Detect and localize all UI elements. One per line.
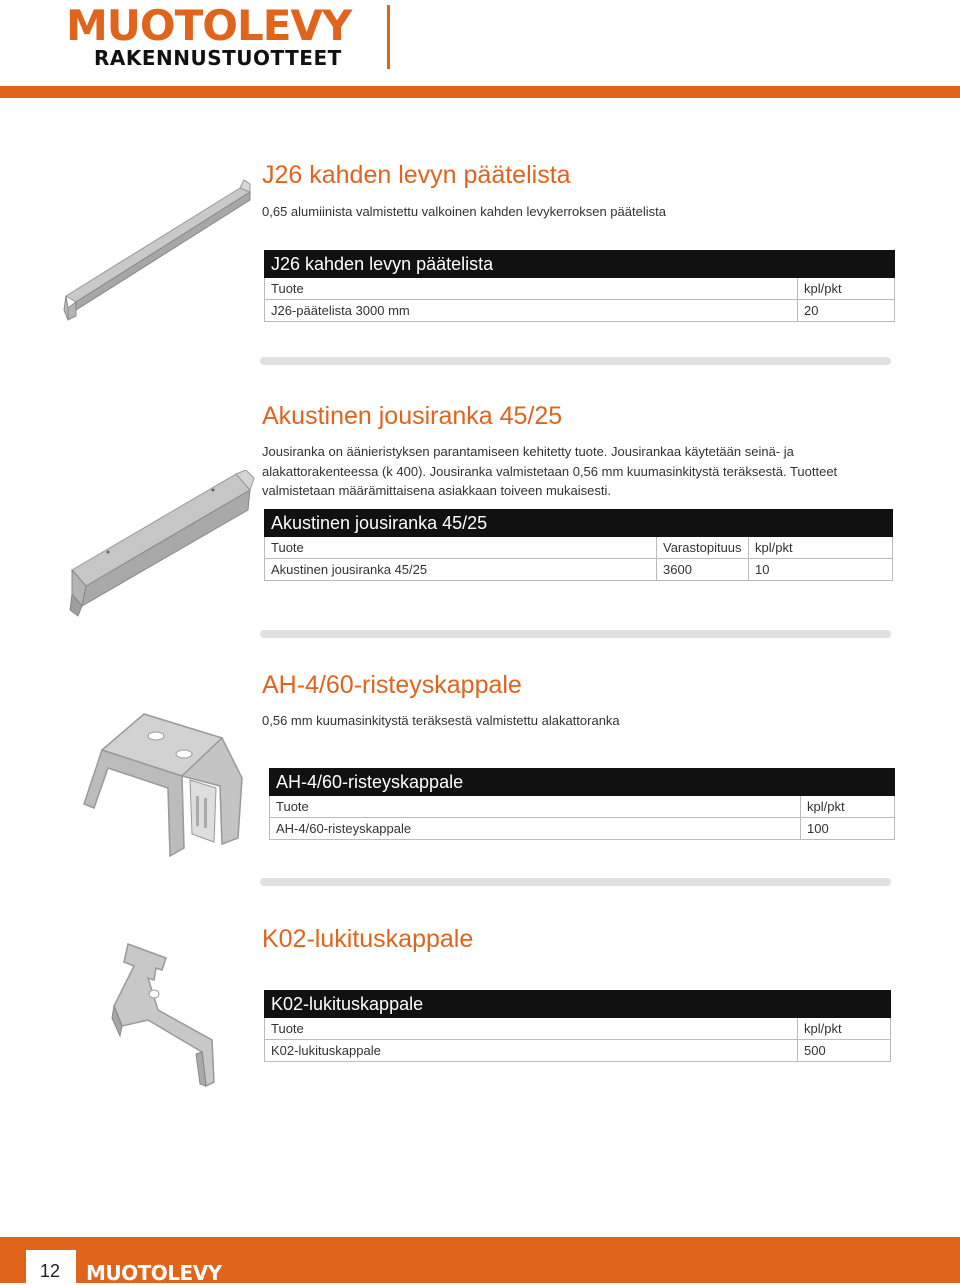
- product-table-j26: [264, 250, 895, 322]
- table-row: [265, 1040, 891, 1062]
- table-header-cell: kpl/pkt: [749, 537, 893, 559]
- table-caption: K02-lukituskappale: [265, 991, 891, 1018]
- table-cell: J26-päätelista 3000 mm: [265, 300, 798, 322]
- table-header-cell: Varastopituus: [657, 537, 749, 559]
- table-cell: 100: [801, 818, 895, 840]
- table-header-cell: Tuote: [265, 1018, 798, 1040]
- table-row: [265, 300, 895, 322]
- footer-logo: MUOTOLEVY: [86, 1261, 222, 1285]
- header-accent-bar: [0, 86, 960, 98]
- product-table-ah460: [269, 768, 895, 840]
- section-title-k02: K02-lukituskappale: [262, 925, 474, 953]
- table-header-cell: Tuote: [265, 537, 657, 559]
- section-separator: [260, 357, 891, 365]
- table-header-cell: kpl/pkt: [798, 278, 895, 300]
- section-separator: [260, 878, 891, 886]
- section-title-j26: J26 kahden levyn päätelista: [262, 161, 571, 189]
- section-title-jousiranka: Akustinen jousiranka 45/25: [262, 402, 563, 430]
- table-caption: AH-4/60-risteyskappale: [270, 769, 895, 796]
- table-cell: 20: [798, 300, 895, 322]
- page-number: 12: [40, 1261, 61, 1281]
- section-desc-ah460: 0,56 mm kuumasinkitystä teräksestä valmistettu alakattoranka: [262, 713, 620, 728]
- resilient-channel-image: [68, 470, 258, 625]
- table-row: [265, 559, 893, 581]
- table-cell: AH-4/60-risteyskappale: [270, 818, 801, 840]
- product-table-jousiranka: [264, 509, 893, 581]
- product-table-k02: [264, 990, 891, 1062]
- table-cell: K02-lukituskappale: [265, 1040, 798, 1062]
- table-cell: 500: [798, 1040, 891, 1062]
- table-caption: J26 kahden levyn päätelista: [265, 251, 895, 278]
- logo-divider: [387, 5, 390, 69]
- section-desc-j26: 0,65 alumiinista valmistettu valkoinen kahden levykerroksen päätelista: [262, 204, 666, 219]
- table-cell: Akustinen jousiranka 45/25: [265, 559, 657, 581]
- table-header-cell: kpl/pkt: [801, 796, 895, 818]
- section-title-ah460: AH-4/60-risteyskappale: [262, 671, 522, 699]
- table-row: [270, 818, 895, 840]
- cross-connector-image: [72, 708, 252, 868]
- j-profile-trim-image: [60, 178, 260, 333]
- table-header-cell: kpl/pkt: [798, 1018, 891, 1040]
- table-cell: 3600: [657, 559, 749, 581]
- table-caption: Akustinen jousiranka 45/25: [265, 510, 893, 537]
- table-header-cell: Tuote: [270, 796, 801, 818]
- section-separator: [260, 630, 891, 638]
- locking-clip-image: [108, 940, 228, 1095]
- table-header-cell: Tuote: [265, 278, 798, 300]
- brand-subtitle: RAKENNUSTUOTTEET: [94, 46, 342, 70]
- table-cell: 10: [749, 559, 893, 581]
- brand-logo: MUOTOLEVY: [66, 1, 352, 50]
- section-desc-jousiranka: Jousiranka on äänieristyksen parantamiseen kehitetty tuote. Jousirankaa käytetään seinä- ja alakattorakenteessa (k 400). Jousiranka valmistetaan 0,56 mm kuumasinkitystä teräksestä. Tuotteet valmistetaan määrämittaisena asiakkaan toiveen mukaisesti.: [262, 444, 838, 498]
